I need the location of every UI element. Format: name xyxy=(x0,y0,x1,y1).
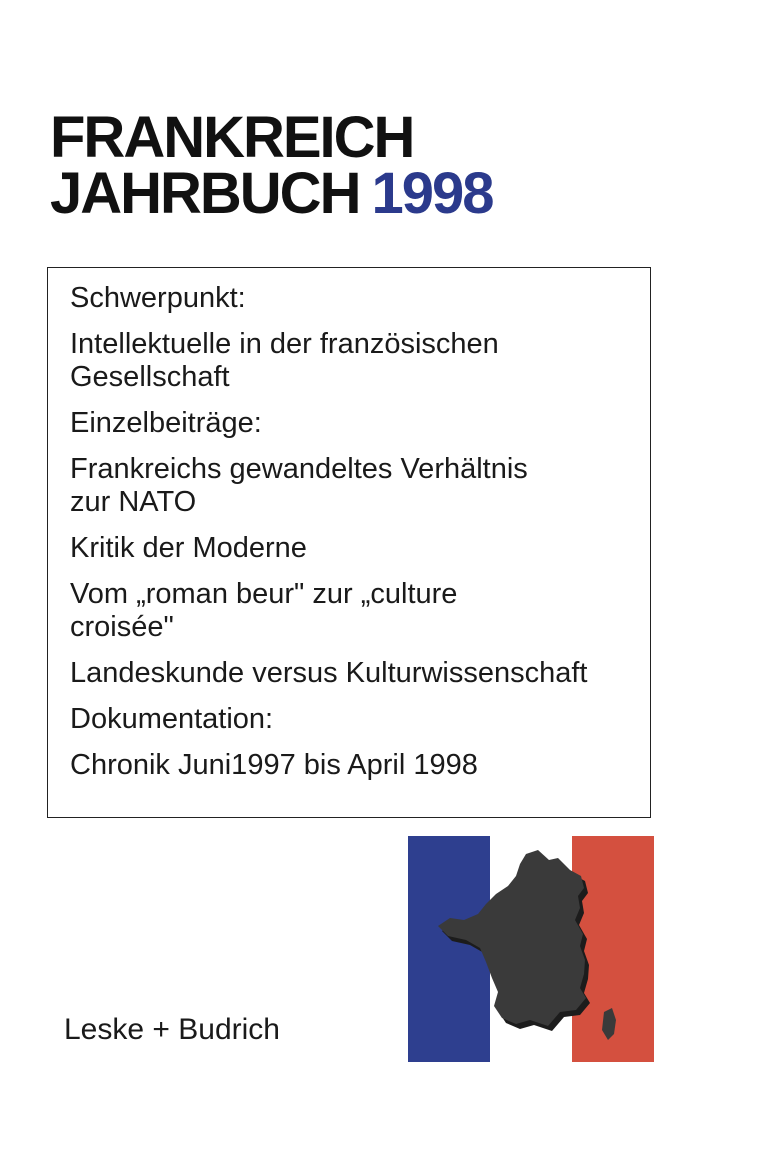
article-moderne xyxy=(70,532,630,565)
heading-einzelbeitraege xyxy=(70,407,630,440)
article-nato xyxy=(70,453,630,519)
docs-chronik xyxy=(70,749,630,782)
article-landeskunde-text: Landeskunde versus Kulturwissenschaft xyxy=(70,657,588,689)
focus-topic-line-1: Intellektuelle in der französischen xyxy=(70,328,499,360)
article-moderne-text: Kritik der Moderne xyxy=(70,532,307,564)
heading-dokumentation-text: Dokumentation: xyxy=(70,703,274,735)
article-roman-beur xyxy=(70,578,630,644)
docs-chronik-text: Chronik Juni1997 bis April 1998 xyxy=(70,749,478,781)
article-landeskunde xyxy=(70,657,630,690)
focus-topic xyxy=(70,328,630,394)
title-jahrbuch: JAHRBUCH xyxy=(50,161,360,226)
french-flag-with-map-of-france-icon xyxy=(408,836,654,1062)
title-year: 1998 xyxy=(371,161,493,226)
publisher-name: Leske + Budrich xyxy=(64,1013,280,1046)
title-line-2 xyxy=(50,161,493,226)
article-roman-beur-line-2: croisée" xyxy=(70,611,174,643)
article-roman-beur-line-1: Vom „roman beur" zur „culture xyxy=(70,578,458,610)
heading-schwerpunkt-text: Schwerpunkt: xyxy=(70,282,246,314)
heading-dokumentation xyxy=(70,703,630,736)
title-line-1: FRANKREICH xyxy=(50,105,414,170)
contents-box xyxy=(47,267,651,818)
book-title xyxy=(50,105,493,226)
article-nato-line-2: zur NATO xyxy=(70,486,197,518)
heading-schwerpunkt xyxy=(70,282,630,315)
focus-topic-line-2: Gesellschaft xyxy=(70,361,230,393)
article-nato-line-1: Frankreichs gewandeltes Verhältnis xyxy=(70,453,528,485)
heading-einzelbeitraege-text: Einzelbeiträge: xyxy=(70,407,262,439)
